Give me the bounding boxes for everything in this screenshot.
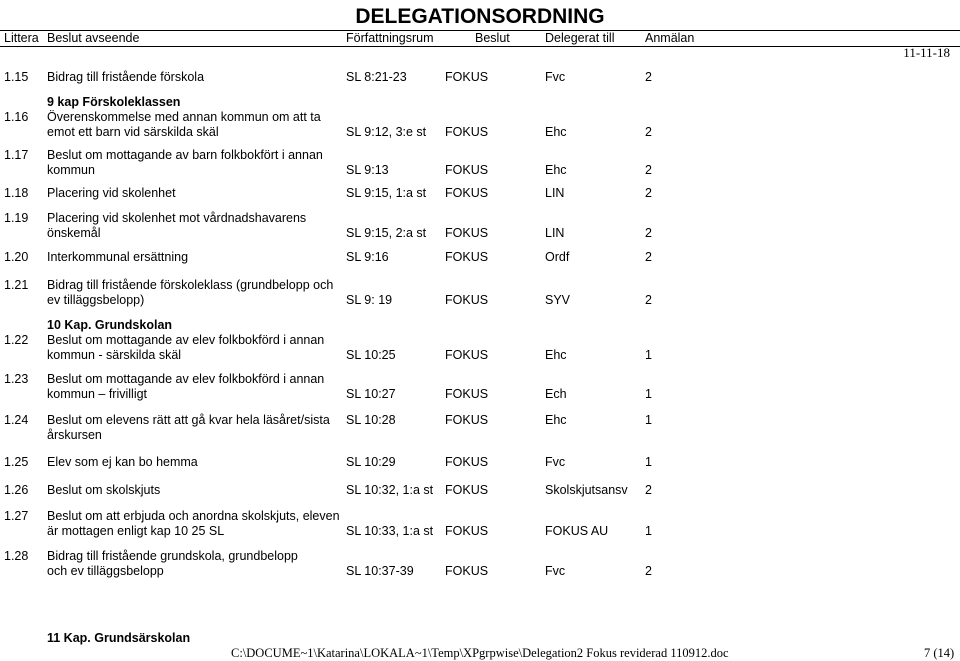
row-number: 1.24	[4, 413, 29, 427]
section-heading-grundskolan: 10 Kap. Grundskolan	[47, 318, 173, 332]
row-decision: FOKUS	[445, 250, 489, 264]
row-description-line2: önskemål	[47, 226, 101, 240]
row-number: 1.23	[4, 372, 29, 386]
row-description-line1: Placering vid skolenhet mot vårdnadshavarens	[47, 211, 307, 225]
row-report: 1	[645, 524, 652, 538]
row-statute: SL 9:12, 3:e st	[346, 125, 427, 139]
row-description-line2: är mottagen enligt kap 10 25 SL	[47, 524, 225, 538]
row-description-line1: Beslut om att erbjuda och anordna skolskjuts, eleven	[47, 509, 340, 523]
row-description-line1: Överenskommelse med annan kommun om att ta	[47, 110, 321, 124]
row-description-line1: Interkommunal ersättning	[47, 250, 189, 264]
row-description-line1: Beslut om mottagande av barn folkbokfört i annan	[47, 148, 323, 162]
row-statute: SL 10:27	[346, 387, 396, 401]
row-decision: FOKUS	[445, 226, 489, 240]
row-delegate: Ehc	[545, 413, 567, 427]
row-delegate: LIN	[545, 186, 565, 200]
row-description-line1: Beslut om mottagande av elev folkbokförd i annan	[47, 333, 325, 347]
column-header-bar	[0, 30, 960, 47]
row-delegate: Fvc	[545, 455, 566, 469]
row-statute: SL 10:28	[346, 413, 396, 427]
footer-file-path: C:\DOCUME~1\Katarina\LOKALA~1\Temp\XPgrpwise\Delegation2 Fokus reviderad 110912.doc	[231, 646, 729, 660]
row-number: 1.15	[4, 70, 29, 84]
row-report: 2	[645, 564, 652, 578]
row-statute: SL 10:29	[346, 455, 396, 469]
row-description-line1: Beslut om skolskjuts	[47, 483, 161, 497]
row-number: 1.22	[4, 333, 29, 347]
header-littera: Littera	[4, 31, 39, 45]
row-decision: FOKUS	[445, 387, 489, 401]
row-number: 1.28	[4, 549, 29, 563]
document-date: 11-11-18	[903, 45, 950, 60]
row-number: 1.19	[4, 211, 29, 225]
row-description-line1: Bidrag till fristående grundskola, grundbelopp	[47, 549, 298, 563]
row-description-line1: Elev som ej kan bo hemma	[47, 455, 198, 469]
row-statute: SL 8:21-23	[346, 70, 407, 84]
row-statute: SL 10:32, 1:a st	[346, 483, 434, 497]
row-decision: FOKUS	[445, 293, 489, 307]
row-delegate: Ehc	[545, 163, 567, 177]
row-description-line1: Beslut om mottagande av elev folkbokförd i annan	[47, 372, 325, 386]
row-report: 2	[645, 293, 652, 307]
document-title: DELEGATIONSORDNING	[355, 5, 605, 28]
row-decision: FOKUS	[445, 455, 489, 469]
row-report: 2	[645, 163, 652, 177]
row-decision: FOKUS	[445, 163, 489, 177]
row-delegate: SYV	[545, 293, 571, 307]
row-description-line2: kommun	[47, 163, 95, 177]
row-statute: SL 9:15, 2:a st	[346, 226, 427, 240]
header-forfattningsrum: Författningsrum	[346, 31, 434, 45]
row-delegate: Ech	[545, 387, 567, 401]
row-statute: SL 10:37-39	[346, 564, 414, 578]
header-beslut-avseende: Beslut avseende	[47, 31, 140, 45]
row-decision: FOKUS	[445, 413, 489, 427]
row-report: 1	[645, 455, 652, 469]
row-delegate: Ehc	[545, 125, 567, 139]
row-decision: FOKUS	[445, 524, 489, 538]
footer-page-number: 7 (14)	[924, 646, 955, 660]
row-number: 1.18	[4, 186, 29, 200]
row-description-line2: och ev tilläggsbelopp	[47, 564, 164, 578]
row-delegate: Fvc	[545, 564, 566, 578]
row-decision: FOKUS	[445, 125, 489, 139]
row-report: 1	[645, 413, 652, 427]
row-description-line2: kommun – frivilligt	[47, 387, 148, 401]
row-report: 2	[645, 483, 652, 497]
section-heading-forskoleklassen: 9 kap Förskoleklassen	[47, 95, 181, 109]
row-description-line1: Beslut om elevens rätt att gå kvar hela läsåret/sista	[47, 413, 330, 427]
row-delegate: LIN	[545, 226, 565, 240]
row-decision: FOKUS	[445, 186, 489, 200]
row-statute: SL 9: 19	[346, 293, 393, 307]
row-statute: SL 9:15, 1:a st	[346, 186, 427, 200]
header-anmalan: Anmälan	[645, 31, 695, 45]
row-delegate: Ehc	[545, 348, 567, 362]
header-delegerat-till: Delegerat till	[545, 31, 615, 45]
row-statute: SL 10:25	[346, 348, 396, 362]
row-decision: FOKUS	[445, 70, 489, 84]
row-description-line2: ev tilläggsbelopp)	[47, 293, 145, 307]
row-report: 2	[645, 186, 652, 200]
row-description-line1: Bidrag till fristående förskola	[47, 70, 205, 84]
row-number: 1.17	[4, 148, 29, 162]
row-report: 2	[645, 70, 652, 84]
row-number: 1.26	[4, 483, 29, 497]
row-description-line2: årskursen	[47, 428, 102, 442]
row-delegate: Skolskjutsansv	[545, 483, 628, 497]
row-report: 2	[645, 250, 652, 264]
row-number: 1.20	[4, 250, 29, 264]
row-description-line2: kommun - särskilda skäl	[47, 348, 182, 362]
row-report: 2	[645, 125, 652, 139]
row-report: 1	[645, 348, 652, 362]
row-delegate: Ordf	[545, 250, 570, 264]
row-decision: FOKUS	[445, 348, 489, 362]
row-description-line2: emot ett barn vid särskilda skäl	[47, 125, 219, 139]
row-number: 1.25	[4, 455, 29, 469]
row-report: 2	[645, 226, 652, 240]
row-delegate: Fvc	[545, 70, 566, 84]
row-number: 1.21	[4, 278, 29, 292]
row-decision: FOKUS	[445, 564, 489, 578]
row-statute: SL 9:16	[346, 250, 389, 264]
header-beslut: Beslut	[475, 31, 510, 45]
row-statute: SL 9:13	[346, 163, 389, 177]
row-number: 1.16	[4, 110, 29, 124]
row-delegate: FOKUS AU	[545, 524, 609, 538]
row-description-line1: Placering vid skolenhet	[47, 186, 176, 200]
section-heading-grundsarskolan: 11 Kap. Grundsärskolan	[47, 631, 191, 645]
row-decision: FOKUS	[445, 483, 489, 497]
row-number: 1.27	[4, 509, 29, 523]
row-statute: SL 10:33, 1:a st	[346, 524, 434, 538]
row-report: 1	[645, 387, 652, 401]
row-description-line1: Bidrag till fristående förskoleklass (grundbelopp och	[47, 278, 334, 292]
